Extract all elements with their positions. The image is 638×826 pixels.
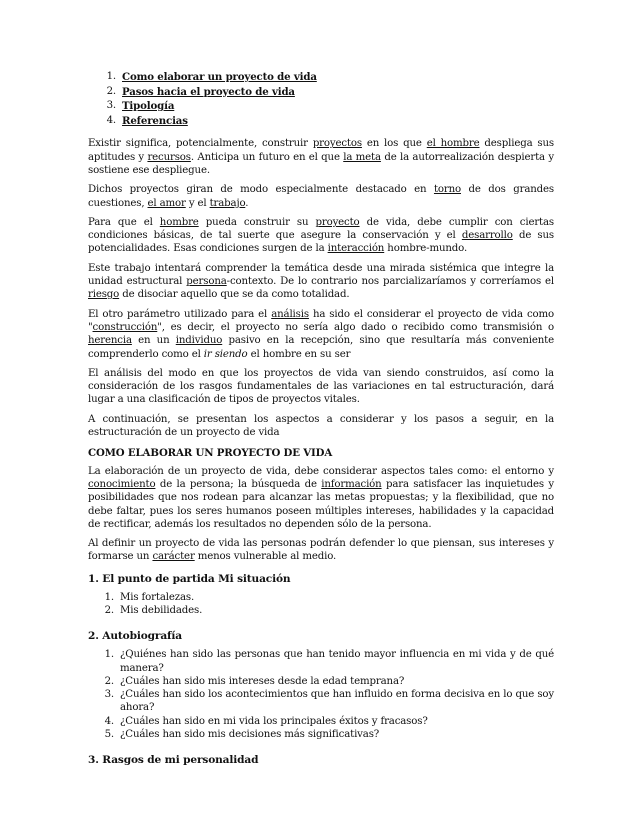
link-la-meta[interactable]: la meta: [343, 151, 381, 163]
toc-link-elaborar[interactable]: Como elaborar un proyecto de vida: [122, 71, 317, 83]
heading-main: COMO ELABORAR UN PROYECTO DE VIDA: [88, 447, 333, 460]
toc-item: [88, 70, 554, 85]
link-proyectos[interactable]: proyectos: [312, 138, 362, 150]
link-torno[interactable]: torno: [433, 184, 461, 196]
toc-number: 3.: [106, 100, 116, 112]
toc-number: 1.: [106, 71, 116, 82]
link-analisis[interactable]: análisis: [271, 308, 309, 320]
link-desarrollo[interactable]: desarrollo: [461, 230, 513, 242]
link-hombre[interactable]: hombre: [159, 216, 199, 228]
table-of-contents: [88, 70, 554, 128]
link-persona[interactable]: persona: [186, 276, 227, 288]
link-informacion[interactable]: información: [321, 478, 382, 490]
list-item: 4. ¿Cuáles han sido en mi vida los principales éxitos y fracasos?: [104, 715, 428, 727]
link-trabajo[interactable]: trabajo: [209, 197, 246, 209]
paragraph-elaboracion: La elaboración de un proyecto de vida, debe considerar aspectos tales como: el entorno y conocimiento de la persona; la búsqueda de información para satisfacer las inquietudes y posibilidades que nos rodean para alcanzar las metas propuestas; y la flexibilidad, que no debe faltar, pues los seres humanos poseen múltiples intereses, habilidades y la capacidad de rectificar, además los resultados no dependen sólo de la persona.: [88, 465, 555, 530]
section-heading-punto-partida: 1. El punto de partida Mi situación: [88, 572, 291, 585]
paragraph-existir: Existir significa, potencialmente, construir proyectos en los que el hombre despliega sus aptitudes y recursos. Anticipa un futuro en el que la meta de la autorrealización despierta y sostiene ese despliegue.: [88, 138, 555, 176]
list-item: 2. ¿Cuáles han sido mis intereses desde la edad temprana?: [104, 675, 405, 687]
link-interaccion[interactable]: interacción: [327, 243, 385, 255]
link-individuo[interactable]: individuo: [175, 335, 223, 347]
section-heading-autobiografia: 2. Autobiografía: [88, 630, 183, 643]
link-recursos[interactable]: recursos: [147, 151, 191, 163]
link-conocimiento[interactable]: conocimiento: [88, 478, 156, 490]
toc-link-tipologia[interactable]: Tipología: [122, 100, 175, 113]
toc-item: [88, 114, 554, 129]
paragraph-a-continuacion: A continuación, se presentan los aspectos a considerar y los pasos a seguir, en la estructuración de un proyecto de vida: [88, 413, 554, 439]
link-construccion[interactable]: construcción: [92, 321, 158, 333]
list-item: 1. Mis fortalezas.: [104, 591, 195, 603]
toc-item: [88, 85, 554, 100]
list-item: 2. Mis debilidades.: [104, 604, 203, 616]
list-situacion: [88, 591, 554, 618]
paragraph-dichos: Dichos proyectos giran de modo especialmente destacado en torno de dos grandes cuestiones, el amor y el trabajo.: [88, 184, 555, 209]
link-herencia[interactable]: herencia: [88, 335, 132, 347]
paragraph-otro-parametro: El otro parámetro utilizado para el análisis ha sido el considerar el proyecto de vida como "construcción", es decir, el proyecto no sería algo dado o recibido como transmisión o herencia en un individuo pasivo en la recepción, sino que resultaría más conveniente comprenderlo como el ir siendo el hombre en su ser: [88, 308, 554, 360]
link-caracter[interactable]: carácter: [152, 551, 195, 563]
list-item: 5. ¿Cuáles han sido mis decisiones más significativas?: [104, 729, 380, 741]
toc-number: 4.: [106, 114, 116, 126]
list-item: 3. ¿Cuáles han sido los acontecimientos que han influido en forma decisiva en lo que soy ahora?: [104, 689, 554, 714]
link-el-amor[interactable]: el amor: [147, 197, 186, 209]
paragraph-este-trabajo: Este trabajo intentará comprender la temática desde una mirada sistémica que integre la unidad estructural persona-contexto. De lo contrario nos parcializaríamos y correríamos el riesgo de disociar aquello que se da como totalidad.: [88, 262, 555, 301]
link-el-hombre[interactable]: el hombre: [426, 138, 480, 150]
link-proyecto[interactable]: proyecto: [315, 216, 360, 228]
paragraph-analisis-modo: El análisis del modo en que los proyectos de vida van siendo construidos, así como la consideración de los rasgos fundamentales de las variaciones en tal estructuración, dará lugar a una clasificación de tipos de proyectos vitales.: [88, 367, 554, 406]
toc-item: [88, 99, 554, 114]
link-riesgo[interactable]: riesgo: [88, 289, 120, 301]
toc-number: 2.: [106, 85, 116, 97]
paragraph-al-definir: Al definir un proyecto de vida las personas podrán defender lo que piensan, sus intereses y formarse un carácter menos vulnerable al medio.: [88, 538, 554, 563]
toc-link-referencias[interactable]: Referencias: [122, 114, 188, 127]
section-heading-rasgos: 3. Rasgos de mi personalidad: [88, 754, 259, 767]
list-autobiografia: [88, 648, 554, 741]
toc-link-pasos[interactable]: Pasos hacia el proyecto de vida: [122, 85, 295, 98]
paragraph-para-que: Para que el hombre pueda construir su proyecto de vida, debe cumplir con ciertas condiciones básicas, de tal suerte que asegure la conservación y el desarrollo de sus potencialidades. Esas condiciones surgen de la interacción hombre-mundo.: [88, 216, 554, 255]
list-item: 1. ¿Quiénes han sido las personas que han tenido mayor influencia en mi vida y de qué manera?: [104, 649, 554, 674]
